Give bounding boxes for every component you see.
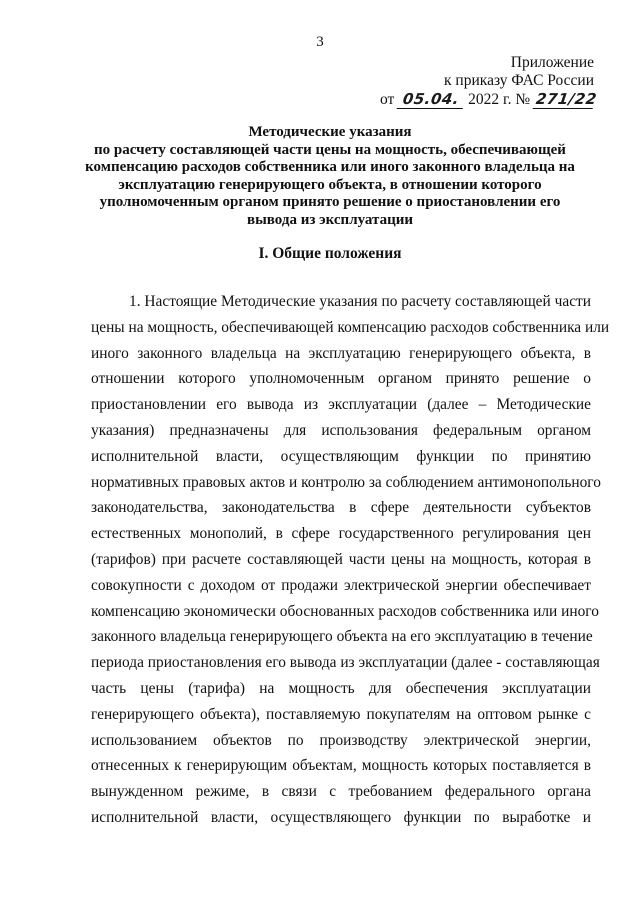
title-line: эксплуатацию генерирующего объекта, в отношении которого <box>118 176 542 193</box>
body-line: периода приостановления его вывода из эксплуатации (далее - составляющая <box>91 654 600 672</box>
body-line: иного законного владельца на эксплуатацию генерирующего объекта, в <box>91 344 591 362</box>
body-line: совокупности с доходом от продажи электрической энергии обеспечивает <box>91 576 591 594</box>
appendix-header <box>380 54 599 109</box>
handwritten-date: 05.04. <box>397 90 466 109</box>
body-line: компенсацию экономически обоснованных расходов собственника или иного <box>91 602 599 620</box>
section-heading: I. Общие положения <box>258 245 402 262</box>
appendix-order-ref: к приказу ФАС России <box>444 72 594 89</box>
body-line: естественных монополий, в сфере государственного регулирования цен <box>91 525 591 543</box>
body-line: генерирующего объекта), поставляемую покупателям на оптовом рынке с <box>91 705 591 723</box>
date-prefix: от <box>380 91 395 108</box>
title-line: уполномоченным органом принято решение о приостановлении его <box>99 194 561 211</box>
body-line: указания) предназначены для использования федеральным органом <box>91 421 591 439</box>
title-line: по расчету составляющей части цены на мощность, обеспечивающей <box>94 141 566 158</box>
body-line: (тарифов) при расчете составляющей части цены на мощность, которая в <box>91 550 591 568</box>
body-line: законодательства, законодательства в сфере деятельности субъектов <box>91 499 591 517</box>
appendix-date-line <box>380 90 599 109</box>
title-line: вывода из эксплуатации <box>247 211 413 228</box>
body-line: отнесенных к генерирующим объектам, мощность которых поставляется в <box>91 757 591 775</box>
body-line: исполнительной власти, осуществляющим функции по принятию <box>91 447 591 465</box>
body-line: законного владельца генерирующего объекта на его эксплуатацию в течение <box>91 628 593 646</box>
page-number: 3 <box>316 34 324 50</box>
document-title <box>60 124 600 230</box>
title-line: Методические указания <box>248 124 412 140</box>
body-line: часть цены (тарифа) на мощность для обеспечения эксплуатации <box>91 679 591 697</box>
body-line: вынужденном режиме, в связи с требованием федерального органа <box>91 783 591 801</box>
body-line: цены на мощность, обеспечивающей компенсацию расходов собственника или <box>91 318 610 336</box>
body-line: отношении которого уполномоченным органом принято решение о <box>91 370 591 388</box>
body-line: исполнительной власти, осуществляющего функции по выработке и <box>91 808 591 826</box>
appendix-label: Приложение <box>510 54 594 71</box>
body-line: нормативных правовых актов и контролю за соблюдением антимонопольного <box>91 473 601 491</box>
body-paragraph <box>91 289 610 831</box>
title-line: компенсацию расходов собственника или иного законного владельца на <box>85 159 575 176</box>
year-and-number-label: 2022 г. № <box>468 91 531 108</box>
handwritten-order-number: 271/22 <box>533 90 596 109</box>
body-line: использованием объектов по производству электрической энергии, <box>91 731 591 749</box>
body-line: 1. Настоящие Методические указания по расчету составляющей части <box>129 293 591 310</box>
body-line: приостановлении его вывода из эксплуатации (далее – Методические <box>91 396 591 414</box>
